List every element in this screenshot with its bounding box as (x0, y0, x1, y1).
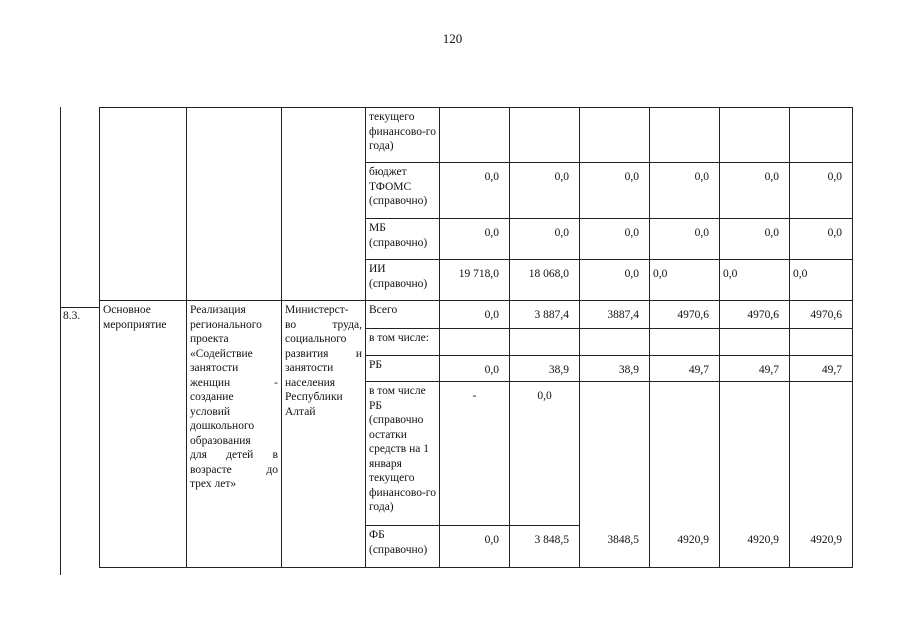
value-cell (790, 108, 853, 163)
value-cell: 0,0 (790, 219, 853, 260)
value-cell: 4920,9 (650, 526, 720, 568)
value-cell: 0,0 (650, 219, 720, 260)
value-cell (720, 329, 790, 356)
value-cell (650, 329, 720, 356)
value-cell: 4970,6 (650, 301, 720, 329)
measure-name-line: Реализация (190, 304, 246, 316)
value-cell: 0,0 (510, 163, 580, 219)
section-number-cell (60, 307, 99, 576)
value-cell (790, 329, 853, 356)
value-cell: 3 887,4 (510, 301, 580, 329)
measure-name (187, 301, 282, 568)
value-cell: 0,0 (580, 163, 650, 219)
value-cell (650, 382, 720, 526)
measure-name-line: занятости (190, 362, 239, 374)
table-row (100, 301, 853, 329)
value-cell (440, 329, 510, 356)
value-cell (720, 108, 790, 163)
source-label: РБ (366, 356, 440, 382)
budget-table (99, 107, 853, 568)
value-cell (440, 108, 510, 163)
value-cell: 0,0 (440, 526, 510, 568)
value-cell: 0,0 (790, 163, 853, 219)
empty-cell (100, 108, 187, 301)
value-cell: 0,0 (650, 260, 720, 301)
measure-name-line: для детей в (190, 449, 278, 461)
value-cell: 0,0 (440, 163, 510, 219)
value-cell: 0,0 (580, 219, 650, 260)
section-number: 8.3. (63, 310, 81, 322)
value-cell (580, 108, 650, 163)
measure-name-line: женщин - (190, 376, 278, 389)
value-cell: 0,0 (720, 163, 790, 219)
page-number: 120 (442, 31, 463, 46)
value-cell: 49,7 (790, 356, 853, 382)
value-cell (510, 329, 580, 356)
source-label: текущего финансово-го года) (366, 108, 440, 163)
source-label: бюджет ТФОМС (справочно) (366, 163, 440, 219)
source-label: МБ (справочно) (366, 219, 440, 260)
measure-name-line: создание (190, 391, 234, 403)
empty-cell (282, 108, 366, 301)
source-label: Всего (366, 301, 440, 329)
value-cell: 4920,9 (790, 526, 853, 568)
executor-line: занятости (285, 362, 334, 374)
value-cell (580, 382, 650, 526)
value-cell: 0,0 (650, 163, 720, 219)
measure-name-line: дошкольного (190, 420, 255, 432)
empty-cell (187, 108, 282, 301)
executor-line: социального (285, 333, 347, 345)
value-cell: 0,0 (580, 260, 650, 301)
source-label: ИИ (справочно) (366, 260, 440, 301)
source-label: в том числе: (366, 329, 440, 356)
source-label: в том числе РБ (справочно остатки средств на 1 января текущего финансово-го года) (366, 382, 440, 526)
measure-name-line: образования (190, 434, 251, 447)
measure-name-line: «Содействие (190, 347, 253, 360)
value-cell: 4970,6 (720, 301, 790, 329)
value-cell: 38,9 (510, 356, 580, 382)
value-cell: 0,0 (440, 356, 510, 382)
measure-name-line: возрасте до (190, 463, 278, 476)
value-cell: 4920,9 (720, 526, 790, 568)
executor-line: Республики (285, 391, 343, 403)
value-cell (650, 108, 720, 163)
table-row (100, 108, 853, 163)
measure-name-line: регионального (190, 318, 262, 331)
value-cell: 49,7 (720, 356, 790, 382)
source-label: ФБ (справочно) (366, 526, 440, 568)
value-cell: 0,0 (440, 301, 510, 329)
measure-name-line: условий (190, 405, 231, 418)
value-cell: 0,0 (510, 219, 580, 260)
executor-line: во труда, (285, 318, 362, 331)
value-cell: 18 068,0 (510, 260, 580, 301)
value-cell: 3 848,5 (510, 526, 580, 568)
value-cell: 0,0 (510, 382, 580, 526)
value-cell (720, 382, 790, 526)
measure-executor (282, 301, 366, 568)
executor-line: развития и (285, 347, 362, 360)
value-cell: 3887,4 (580, 301, 650, 329)
value-cell: 0,0 (440, 219, 510, 260)
measure-type: Основное мероприятие (100, 301, 187, 568)
value-cell: 0,0 (720, 219, 790, 260)
value-cell (510, 108, 580, 163)
value-cell: 49,7 (650, 356, 720, 382)
value-cell (790, 382, 853, 526)
executor-line: Алтай (285, 405, 316, 418)
measure-name-line: трех лет» (190, 478, 237, 490)
value-cell: 19 718,0 (440, 260, 510, 301)
value-cell: 0,0 (790, 260, 853, 301)
value-cell: 3848,5 (580, 526, 650, 568)
executor-line: Министерст- (285, 304, 349, 316)
value-cell: 38,9 (580, 356, 650, 382)
measure-name-line: проекта (190, 333, 229, 345)
value-cell: - (440, 382, 510, 526)
value-cell (580, 329, 650, 356)
executor-line: населения (285, 376, 336, 389)
value-cell: 4970,6 (790, 301, 853, 329)
value-cell: 0,0 (720, 260, 790, 301)
